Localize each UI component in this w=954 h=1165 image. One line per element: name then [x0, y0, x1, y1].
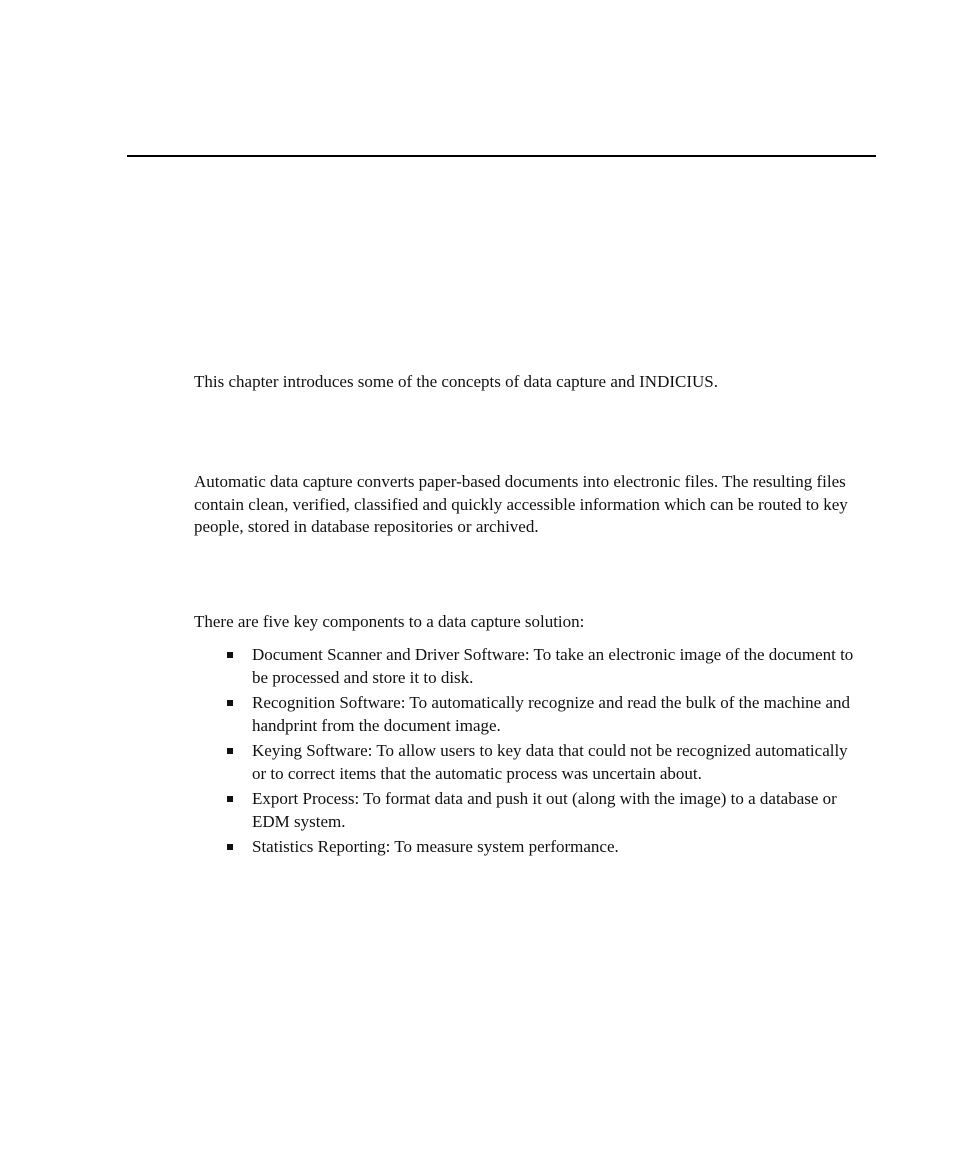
square-bullet-icon [227, 796, 233, 802]
header-rule [127, 155, 876, 157]
list-item [226, 692, 856, 737]
list-item-text: Export Process: To format data and push it out (along with the image) to a database or EDM system. [252, 789, 837, 831]
list-item-text: Statistics Reporting: To measure system performance. [252, 837, 619, 856]
list-item [226, 644, 856, 689]
square-bullet-icon [227, 700, 233, 706]
list-item [226, 788, 856, 833]
square-bullet-icon [227, 652, 233, 658]
list-item-text: Document Scanner and Driver Software: To take an electronic image of the document to be processed and store it to disk. [252, 645, 854, 687]
square-bullet-icon [227, 844, 233, 850]
intro-paragraph: This chapter introduces some of the concepts of data capture and INDICIUS. [194, 372, 718, 391]
list-item-text: Recognition Software: To automatically recognize and read the bulk of the machine and handprint from the document image. [252, 693, 851, 735]
list-item [226, 836, 856, 859]
list-item [226, 740, 856, 785]
data-capture-paragraph: Automatic data capture converts paper-based documents into electronic files. The resulting files contain clean, verified, classified and quickly accessible information which can be routed to key people, stored in database repositories or archived. [194, 472, 848, 536]
square-bullet-icon [227, 748, 233, 754]
components-lead-paragraph: There are five key components to a data capture solution: [194, 612, 585, 631]
components-list [226, 644, 856, 862]
list-item-text: Keying Software: To allow users to key data that could not be recognized automatically or to correct items that the automatic process was uncertain about. [252, 741, 848, 783]
